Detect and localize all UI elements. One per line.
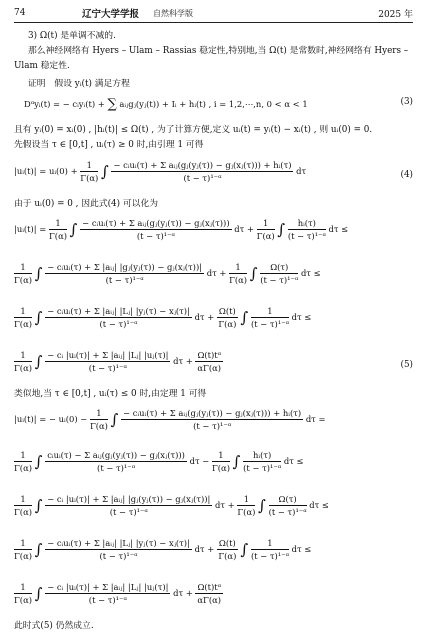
inequality-neg-line-2: $\frac{1}{\Gamma(\alpha)}$ ∫ $\frac{\text{− cᵢ |uᵢ(τ)| + Σ |aᵢⱼ| |gⱼ(yⱼ(τ)) − gⱼ(xⱼ(τ))|}}{\text{(t − τ)¹⁻ᵅ}}$ dτ + $\frac{1}{\Gamma(\alpha)}$ ∫ $\frac{\Omega(\tau)}{\text{(t − τ)¹⁻ᵅ}}$ dτ ≤ [14, 494, 329, 517]
eq-number-5: (5) [400, 360, 413, 370]
eq3-rhs: aᵢⱼgⱼ(yⱼ(t)) + Iᵢ + hᵢ(t) , i = 1,2,⋯,n, 0 < α < 1 [119, 99, 308, 109]
conclusion-text: 此时式(5) 仍然成立. [14, 621, 94, 631]
fraction: $\frac{\text{− cᵢuᵢ(τ) + Σ aᵢⱼ(gⱼ(yⱼ(τ)) − gⱼ(xⱼ(τ))) + hᵢ(τ)}}{\text{(t − τ)¹⁻ᵅ}}$ [113, 160, 292, 183]
item-3: 3) Ω(t) 是单调不减的. [28, 31, 116, 41]
journal-edition: 自然科学版 [153, 8, 194, 18]
inequality-neg-line-4: $\frac{1}{\Gamma(\alpha)}$ ∫ $\frac{\text{− cᵢ |uᵢ(τ)| + Σ |aᵢⱼ| |Lⱼ| |uⱼ(τ)|}}{\text{(t − τ)¹⁻ᵅ}}$ dτ + $\frac{\text{Ω(t)tᵅ}}{\alpha\Gamma(\alpha)}$ [14, 582, 222, 605]
case-2-text: 类似地,当 τ ∈ [0,t] , uᵢ(τ) ≤ 0 时,由定理 1 可得 [14, 389, 207, 399]
intro-line-2: Ulam 稳定性. [14, 61, 70, 71]
journal-year: 2025 年 [378, 9, 413, 20]
journal-name: 辽宁大学学报 [82, 9, 140, 20]
from-text: 由于 uᵢ(0) = 0 , 因此式(4) 可以化为 [14, 199, 159, 209]
inequality-line-4: $\frac{1}{\Gamma(\alpha)}$ ∫ $\frac{\text{− cᵢ |uᵢ(τ)| + Σ |aᵢⱼ| |Lⱼ| |uⱼ(τ)|}}{\text{(t − τ)¹⁻ᵅ}}$ dτ + $\frac{\text{Ω(t)tᵅ}}{\alpha\Gamma(\alpha)}$ (5) [14, 350, 413, 373]
condition-text: 且有 yᵢ(0) = xᵢ(0) , |hᵢ(t)| ≤ Ω(t) , 为了计算方便,定义 uᵢ(t) = yᵢ(t) − xᵢ(t) , 则 uᵢ(0) = 0. [14, 125, 373, 135]
case-1-text: 先假设当 τ ∈ [0,t] , uᵢ(τ) ≥ 0 时,由引理 1 可得 [14, 140, 204, 150]
inequality-neg-line-0: |uᵢ(t)| = − uᵢ(0) − $\frac{1}{\Gamma(\alpha)}$ ∫ $\frac{\text{− cᵢuᵢ(τ) + Σ aᵢⱼ(gⱼ(yⱼ(τ)) − gⱼ(xⱼ(τ))) + hᵢ(τ)}}{\text{(t − τ)¹⁻ᵅ}}$ dτ = [14, 408, 326, 431]
page-number: 74 [14, 8, 26, 18]
inequality-line-3: $\frac{1}{\Gamma(\alpha)}$ ∫ $\frac{\text{− cᵢuᵢ(τ) + Σ |aᵢⱼ| |Lⱼ| |yⱼ(τ) − xⱼ(τ)|}}{\text{(t − τ)¹⁻ᵅ}}$ dτ + $\frac{\Omega(t)}{\Gamma(\alpha)}$ ∫ $\frac{1}{\text{(t − τ)¹⁻ᵅ}}$ dτ ≤ [14, 306, 312, 329]
eq-number-3: (3) [400, 97, 413, 107]
equation-3 [14, 97, 413, 112]
inequality-neg-line-3: $\frac{1}{\Gamma(\alpha)}$ ∫ $\frac{\text{− cᵢuᵢ(τ) + Σ |aᵢⱼ| |Lⱼ| |yⱼ(τ) − xⱼ(τ)|}}{\text{(t − τ)¹⁻ᵅ}}$ dτ + $\frac{\Omega(t)}{\Gamma(\alpha)}$ ∫ $\frac{1}{\text{(t − τ)¹⁻ᵅ}}$ dτ ≤ [14, 538, 312, 561]
eq3-lhs: Dᵅyᵢ(t) = − cᵢyᵢ(t) + [24, 99, 105, 109]
integral-symbol: ∫ [100, 162, 109, 181]
sum-symbol: ∑ [107, 97, 117, 112]
inequality-line-2: $\frac{1}{\Gamma(\alpha)}$ ∫ $\frac{\text{− cᵢuᵢ(τ) + Σ |aᵢⱼ| |gⱼ(yⱼ(τ)) − gⱼ(xⱼ(τ))|}}{\text{(t − τ)¹⁻ᵅ}}$ dτ + $\frac{1}{\Gamma(\alpha)}$ ∫ $\frac{\Omega(\tau)}{\text{(t − τ)¹⁻ᵅ}}$ dτ ≤ [14, 262, 321, 285]
header-rule [14, 22, 413, 23]
eq4-lhs: |uᵢ(t)| = uᵢ(0) + [14, 166, 78, 176]
equation-4: |uᵢ(t)| = uᵢ(0) + $\frac{1}{\Gamma(\alpha)}$ ∫ $\frac{\text{− cᵢuᵢ(τ) + Σ aᵢⱼ(gⱼ(yⱼ(τ)) − gⱼ(xⱼ(τ))) + hᵢ(τ)}}{\text{(t − τ)¹⁻ᵅ}}$ dτ (4) [14, 160, 413, 183]
eq-number-4: (4) [400, 170, 413, 180]
inequality-line-1: |uᵢ(t)| = $\frac{1}{\Gamma(\alpha)}$ ∫ $\frac{\text{− cᵢuᵢ(τ) + Σ aᵢⱼ(gⱼ(yⱼ(τ)) − gⱼ(xⱼ(τ)))}}{\text{(t − τ)¹⁻ᵅ}}$ dτ + $\frac{1}{\Gamma(\alpha)}$ ∫ $\frac{\text{hᵢ(τ)}}{\text{(t − τ)¹⁻ᵅ}}$ dτ ≤ [14, 218, 349, 241]
proof-heading: 证明 假设 yᵢ(t) 满足方程 [28, 79, 130, 89]
page-header [14, 6, 413, 20]
intro-line-1: 那么神经网络有 Hyers – Ulam – Rassias 稳定性,特别地,当 Ω(t) 是常数时,神经网络有 Hyers – [28, 46, 409, 56]
fraction: $\frac{1}{\Gamma(\alpha)}$ [80, 160, 99, 183]
inequality-neg-line-1: $\frac{1}{\Gamma(\alpha)}$ ∫ $\frac{\text{cᵢuᵢ(τ) − Σ aᵢⱼ(gⱼ(yⱼ(τ)) − gⱼ(xⱼ(τ)))}}{\text{(t − τ)¹⁻ᵅ}}$ dτ − $\frac{1}{\Gamma(\alpha)}$ ∫ $\frac{\text{hᵢ(τ)}}{\text{(t − τ)¹⁻ᵅ}}$ dτ ≤ [14, 450, 304, 473]
